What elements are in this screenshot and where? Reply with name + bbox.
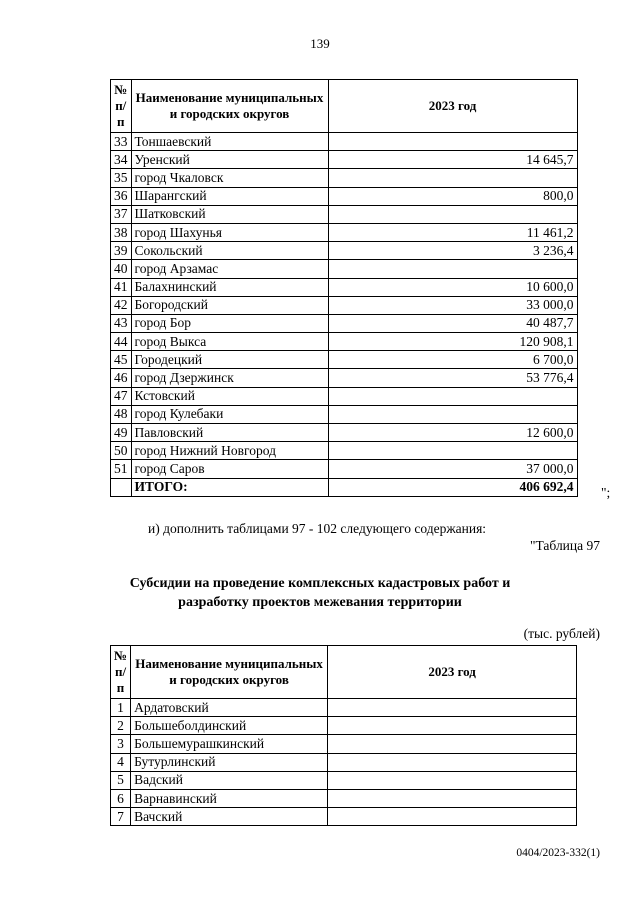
table-label: "Таблица 97 xyxy=(530,538,600,553)
row-value xyxy=(328,169,577,187)
row-value: 33 000,0 xyxy=(328,296,577,314)
row-value: 40 487,7 xyxy=(328,314,577,332)
table-row xyxy=(111,699,577,717)
header-year: 2023 год xyxy=(328,646,577,699)
row-name: Тоншаевский xyxy=(131,133,328,151)
table-row xyxy=(111,735,577,753)
table-body xyxy=(111,133,578,497)
row-name: город Бор xyxy=(131,314,328,332)
row-name: город Саров xyxy=(131,460,328,478)
row-number: 36 xyxy=(111,187,132,205)
row-number: 33 xyxy=(111,133,132,151)
row-name: Уренский xyxy=(131,151,328,169)
header-name: Наименование муниципальных и городских округов xyxy=(131,80,328,133)
row-value xyxy=(328,133,577,151)
row-value: 12 600,0 xyxy=(328,424,577,442)
table-row xyxy=(111,242,578,260)
table-header-row xyxy=(111,646,577,699)
row-value: 14 645,7 xyxy=(328,151,577,169)
table-body xyxy=(111,699,577,826)
row-value xyxy=(328,717,577,735)
table-row xyxy=(111,717,577,735)
row-number: 2 xyxy=(111,717,131,735)
row-number: 51 xyxy=(111,460,132,478)
amendment-text: и) дополнить таблицами 97 - 102 следующего содержания: xyxy=(148,521,487,536)
row-number: 46 xyxy=(111,369,132,387)
section-title xyxy=(0,574,640,612)
row-number: 39 xyxy=(111,242,132,260)
row-number: 1 xyxy=(111,699,131,717)
document-code: 0404/2023-332(1) xyxy=(516,847,600,859)
row-value xyxy=(328,442,577,460)
row-value: 800,0 xyxy=(328,187,577,205)
row-number: 50 xyxy=(111,442,132,460)
row-name: Кстовский xyxy=(131,387,328,405)
table-row xyxy=(111,205,578,223)
row-value xyxy=(328,387,577,405)
row-value: 10 600,0 xyxy=(328,278,577,296)
table-row xyxy=(111,151,578,169)
row-name: Вачский xyxy=(131,808,328,826)
row-number: 38 xyxy=(111,223,132,241)
row-number: 4 xyxy=(111,753,131,771)
table-row xyxy=(111,296,578,314)
table-row xyxy=(111,753,577,771)
row-number: 41 xyxy=(111,278,132,296)
row-number: 34 xyxy=(111,151,132,169)
total-row xyxy=(111,478,578,496)
row-number: 42 xyxy=(111,296,132,314)
row-value xyxy=(328,771,577,789)
row-name: Павловский xyxy=(131,424,328,442)
subsidy-table-continued xyxy=(110,79,578,497)
row-value xyxy=(328,789,577,807)
row-number: 3 xyxy=(111,735,131,753)
table-row xyxy=(111,808,577,826)
title-line-2: разработку проектов межевания территории xyxy=(178,595,462,610)
row-value: 3 236,4 xyxy=(328,242,577,260)
row-number: 35 xyxy=(111,169,132,187)
row-name: Шатковский xyxy=(131,205,328,223)
row-name: город Шахунья xyxy=(131,223,328,241)
row-name: Большеболдинский xyxy=(131,717,328,735)
table-row xyxy=(111,369,578,387)
row-name: Богородский xyxy=(131,296,328,314)
row-name: Бутурлинский xyxy=(131,753,328,771)
row-value: 37 000,0 xyxy=(328,460,577,478)
row-name: Городецкий xyxy=(131,351,328,369)
table-row xyxy=(111,460,578,478)
table-row xyxy=(111,351,578,369)
row-name: Варнавинский xyxy=(131,789,328,807)
closing-quote-mark: "; xyxy=(601,485,611,500)
row-name: город Дзержинск xyxy=(131,369,328,387)
table-row xyxy=(111,333,578,351)
row-number: 5 xyxy=(111,771,131,789)
row-value xyxy=(328,753,577,771)
row-name: город Чкаловск xyxy=(131,169,328,187)
row-value xyxy=(328,205,577,223)
row-number: 44 xyxy=(111,333,132,351)
row-number: 7 xyxy=(111,808,131,826)
table-row xyxy=(111,771,577,789)
table-row xyxy=(111,133,578,151)
row-number: 49 xyxy=(111,424,132,442)
table-row xyxy=(111,424,578,442)
row-name: Сокольский xyxy=(131,242,328,260)
page-number: 139 xyxy=(310,36,330,51)
row-value xyxy=(328,260,577,278)
row-value: 6 700,0 xyxy=(328,351,577,369)
table-row xyxy=(111,223,578,241)
table-row xyxy=(111,278,578,296)
row-number: 43 xyxy=(111,314,132,332)
row-number: 37 xyxy=(111,205,132,223)
row-name: город Нижний Новгород xyxy=(131,442,328,460)
row-value xyxy=(328,735,577,753)
table-header-row xyxy=(111,80,578,133)
units-label: (тыс. рублей) xyxy=(523,626,600,641)
header-number: № п/п xyxy=(111,80,132,133)
row-name: город Кулебаки xyxy=(131,405,328,423)
total-label: ИТОГО: xyxy=(131,478,328,496)
cadastral-subsidy-table xyxy=(110,645,577,826)
header-year: 2023 год xyxy=(328,80,577,133)
total-value: 406 692,4 xyxy=(328,478,577,496)
table-row xyxy=(111,387,578,405)
row-name: Балахнинский xyxy=(131,278,328,296)
row-name: Ардатовский xyxy=(131,699,328,717)
row-number: 48 xyxy=(111,405,132,423)
table-row xyxy=(111,789,577,807)
row-number: 45 xyxy=(111,351,132,369)
row-name: город Арзамас xyxy=(131,260,328,278)
table-row xyxy=(111,442,578,460)
row-name: Большемурашкинский xyxy=(131,735,328,753)
row-value: 53 776,4 xyxy=(328,369,577,387)
row-number: 40 xyxy=(111,260,132,278)
row-value: 120 908,1 xyxy=(328,333,577,351)
row-value: 11 461,2 xyxy=(328,223,577,241)
row-name: город Выкса xyxy=(131,333,328,351)
header-number: № п/п xyxy=(111,646,131,699)
title-line-1: Субсидии на проведение комплексных кадастровых работ и xyxy=(129,576,511,591)
row-value xyxy=(328,699,577,717)
row-name: Вадский xyxy=(131,771,328,789)
table-row xyxy=(111,314,578,332)
table-row xyxy=(111,260,578,278)
row-value xyxy=(328,808,577,826)
table-row xyxy=(111,405,578,423)
header-name: Наименование муниципальных и городских округов xyxy=(131,646,328,699)
table-row xyxy=(111,169,578,187)
total-number xyxy=(111,478,132,496)
row-number: 47 xyxy=(111,387,132,405)
table-row xyxy=(111,187,578,205)
row-value xyxy=(328,405,577,423)
row-name: Шарангский xyxy=(131,187,328,205)
row-number: 6 xyxy=(111,789,131,807)
